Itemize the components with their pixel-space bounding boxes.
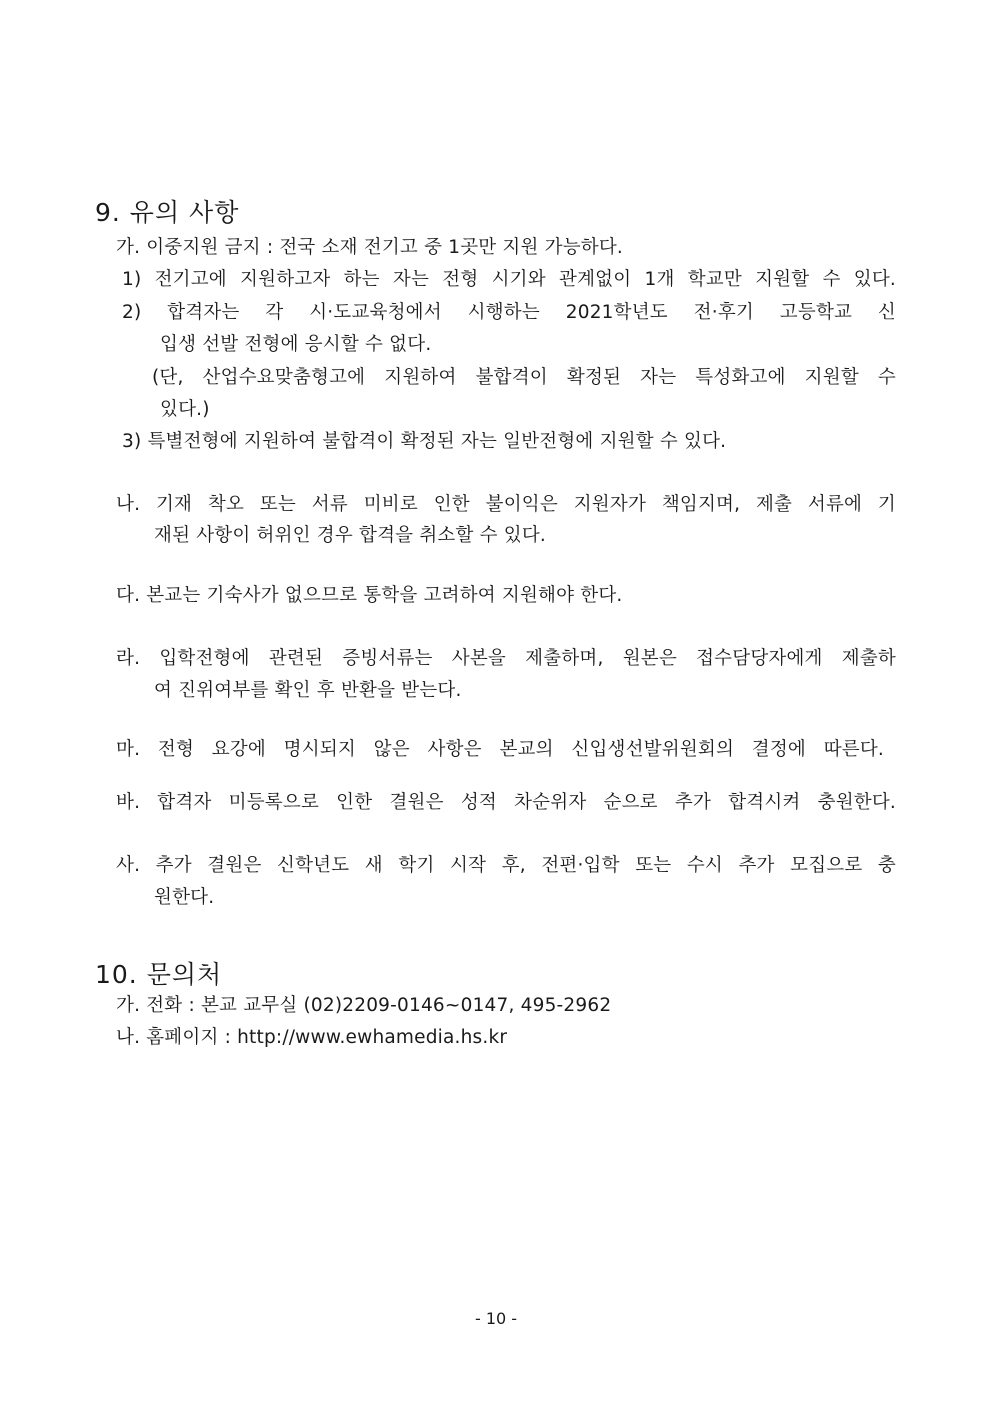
item-sa-line1: 사. 추가 결원은 신학년도 새 학기 시작 후, 전편·입학 또는 수시 추가 모집으로 충 (116, 855, 896, 876)
item-ma: 마. 전형 요강에 명시되지 않은 사항은 본교의 신입생선발위원회의 결정에 따른다. (116, 739, 884, 760)
page-number: - 10 - (474, 1309, 518, 1328)
item-ga-2-note-line2: 있다.) (160, 399, 210, 420)
section-10-title: 10. 문의처 (95, 960, 223, 989)
contact-homepage: 나. 홈페이지 : http://www.ewhamedia.hs.kr (116, 1027, 508, 1048)
item-ga: 가. 이중지원 금지 : 전국 소재 전기고 중 1곳만 지원 가능하다. (116, 237, 624, 258)
item-ra-line1: 라. 입학전형에 관련된 증빙서류는 사본을 제출하며, 원본은 접수담당자에게 제출하 (116, 648, 896, 669)
contact-phone: 가. 전화 : 본교 교무실 (02)2209-0146~0147, 495-2962 (116, 995, 612, 1016)
item-da: 다. 본교는 기숙사가 없으므로 통학을 고려하여 지원해야 한다. (116, 585, 623, 606)
item-ra-line2: 여 진위여부를 확인 후 반환을 받는다. (154, 680, 462, 701)
item-ga-2-line2: 입생 선발 전형에 응시할 수 없다. (160, 334, 432, 355)
item-ga-2-line1: 2) 합격자는 각 시·도교육청에서 시행하는 2021학년도 전·후기 고등학교 신 (122, 302, 896, 323)
item-na-line2: 재된 사항이 허위인 경우 합격을 취소할 수 있다. (154, 525, 546, 546)
item-ga-2-note-line1: (단, 산업수요맞춤형고에 지원하여 불합격이 확정된 자는 특성화고에 지원할 수 (152, 367, 896, 388)
item-ba: 바. 합격자 미등록으로 인한 결원은 성적 차순위자 순으로 추가 합격시켜 충원한다. (116, 792, 896, 813)
item-ga-1: 1) 전기고에 지원하고자 하는 자는 전형 시기와 관계없이 1개 학교만 지원할 수 있다. (122, 269, 896, 290)
item-ga-3: 3) 특별전형에 지원하여 불합격이 확정된 자는 일반전형에 지원할 수 있다. (122, 431, 727, 452)
section-9-title: 9. 유의 사항 (95, 198, 240, 227)
item-na-line1: 나. 기재 착오 또는 서류 미비로 인한 불이익은 지원자가 책임지며, 제출 서류에 기 (116, 494, 896, 515)
item-sa-line2: 원한다. (154, 887, 215, 908)
